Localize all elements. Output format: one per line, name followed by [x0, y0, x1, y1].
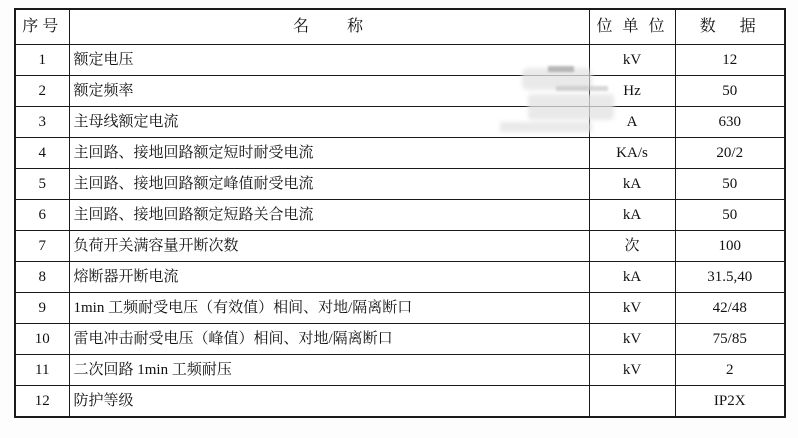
cell-name: 1min 工频耐受电压（有效值）相间、对地/隔离断口 — [69, 293, 589, 324]
column-header-data: 数 据 — [675, 9, 785, 45]
cell-no: 2 — [15, 76, 69, 107]
cell-data: 75/85 — [675, 324, 785, 355]
table-header-row — [15, 9, 785, 45]
cell-no: 8 — [15, 262, 69, 293]
cell-data: 42/48 — [675, 293, 785, 324]
cell-name: 防护等级 — [69, 386, 589, 418]
table-row — [15, 107, 785, 138]
table-row — [15, 76, 785, 107]
cell-no: 3 — [15, 107, 69, 138]
cell-data: 2 — [675, 355, 785, 386]
cell-no: 7 — [15, 231, 69, 262]
cell-data: 12 — [675, 45, 785, 76]
cell-unit: 次 — [589, 231, 675, 262]
cell-unit: kA — [589, 262, 675, 293]
cell-unit: A — [589, 107, 675, 138]
cell-name: 负荷开关满容量开断次数 — [69, 231, 589, 262]
cell-name: 主母线额定电流 — [69, 107, 589, 138]
table-row — [15, 169, 785, 200]
cell-name: 额定电压 — [69, 45, 589, 76]
cell-data: 20/2 — [675, 138, 785, 169]
specification-table — [14, 8, 786, 418]
table-row — [15, 293, 785, 324]
cell-data: 50 — [675, 76, 785, 107]
cell-name: 主回路、接地回路额定短路关合电流 — [69, 200, 589, 231]
cell-no: 5 — [15, 169, 69, 200]
cell-name: 主回路、接地回路额定峰值耐受电流 — [69, 169, 589, 200]
cell-no: 1 — [15, 45, 69, 76]
cell-name: 熔断器开断电流 — [69, 262, 589, 293]
cell-data: 100 — [675, 231, 785, 262]
cell-unit: kA — [589, 200, 675, 231]
cell-unit: kV — [589, 355, 675, 386]
cell-name: 主回路、接地回路额定短时耐受电流 — [69, 138, 589, 169]
cell-data: 31.5,40 — [675, 262, 785, 293]
cell-no: 9 — [15, 293, 69, 324]
cell-unit: kV — [589, 324, 675, 355]
cell-unit: kV — [589, 293, 675, 324]
table-row — [15, 324, 785, 355]
table-row — [15, 200, 785, 231]
cell-data: 50 — [675, 169, 785, 200]
cell-unit: KA/s — [589, 138, 675, 169]
table-row — [15, 138, 785, 169]
cell-name: 二次回路 1min 工频耐压 — [69, 355, 589, 386]
table-row — [15, 262, 785, 293]
cell-no: 4 — [15, 138, 69, 169]
column-header-unit: 位 单 位 — [589, 9, 675, 45]
cell-no: 11 — [15, 355, 69, 386]
column-header-no: 序号 — [15, 9, 69, 45]
table-row — [15, 386, 785, 418]
cell-no: 6 — [15, 200, 69, 231]
cell-data: 50 — [675, 200, 785, 231]
table-header — [15, 9, 785, 45]
cell-no: 10 — [15, 324, 69, 355]
cell-unit — [589, 386, 675, 418]
table-row — [15, 231, 785, 262]
cell-name: 额定频率 — [69, 76, 589, 107]
cell-data: 630 — [675, 107, 785, 138]
cell-unit: Hz — [589, 76, 675, 107]
cell-unit: kV — [589, 45, 675, 76]
column-header-name: 名 称 — [69, 9, 589, 45]
cell-unit: kA — [589, 169, 675, 200]
table-body — [15, 45, 785, 418]
cell-no: 12 — [15, 386, 69, 418]
cell-name: 雷电冲击耐受电压（峰值）相间、对地/隔离断口 — [69, 324, 589, 355]
table-row — [15, 355, 785, 386]
table-row — [15, 45, 785, 76]
cell-data: IP2X — [675, 386, 785, 418]
